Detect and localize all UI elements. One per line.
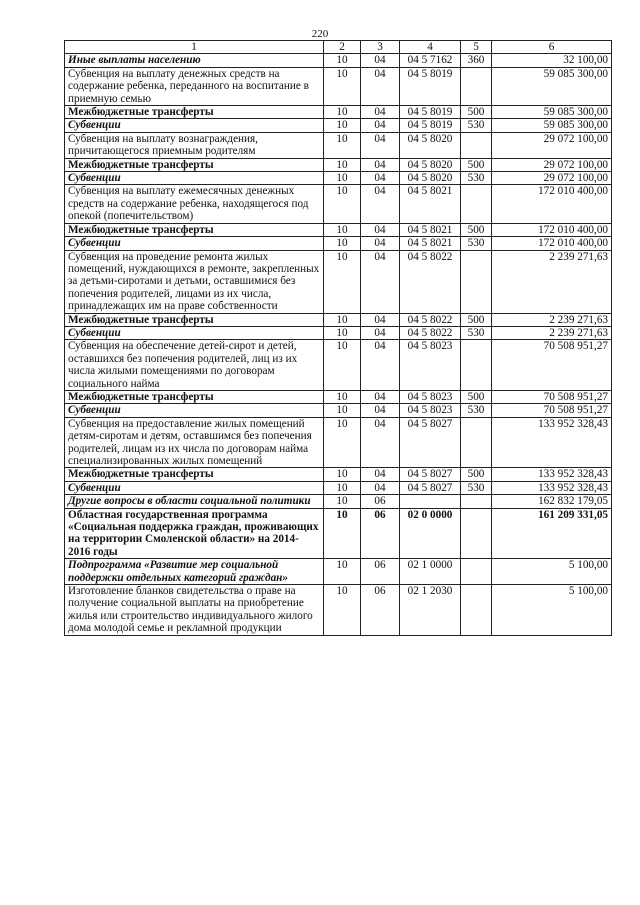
row-expense-type: 500: [461, 468, 492, 481]
row-name: Субвенции: [65, 237, 324, 250]
header-cell-3: 3: [361, 41, 400, 54]
row-section: 10: [324, 559, 361, 585]
row-target-article: 04 5 8027: [400, 417, 461, 468]
header-cell-2: 2: [324, 41, 361, 54]
header-cell-1: 1: [65, 41, 324, 54]
row-subsection: 06: [361, 585, 400, 636]
row-name: Субвенция на предоставление жилых помещений детям-сиротам и детям, оставшимся без попечения родителей, лицам из их числа по договорам найма специализированных жилых помещений: [65, 417, 324, 468]
header-row: [65, 41, 612, 54]
row-subsection: 06: [361, 508, 400, 559]
row-amount: 2 239 271,63: [492, 326, 612, 339]
table-row: [65, 106, 612, 119]
row-amount: 29 072 100,00: [492, 172, 612, 185]
row-section: 10: [324, 340, 361, 391]
row-target-article: 04 5 8023: [400, 404, 461, 417]
row-subsection: 04: [361, 106, 400, 119]
row-expense-type: 530: [461, 326, 492, 339]
row-amount: 59 085 300,00: [492, 119, 612, 132]
table-row: [65, 508, 612, 559]
row-target-article: 04 5 8023: [400, 340, 461, 391]
row-target-article: 02 1 2030: [400, 585, 461, 636]
row-subsection: 04: [361, 390, 400, 403]
table-row: [65, 340, 612, 391]
row-expense-type: [461, 185, 492, 223]
row-amount: 5 100,00: [492, 559, 612, 585]
row-subsection: 04: [361, 54, 400, 67]
table-row: [65, 172, 612, 185]
table-row: [65, 132, 612, 158]
row-target-article: 02 0 0000: [400, 508, 461, 559]
row-name: Межбюджетные трансферты: [65, 313, 324, 326]
row-name: Субвенция на проведение ремонта жилых помещений, нуждающихся в ремонте, закрепленных за детьми-сиротами и детьми, оставшимися без попечения родителей, лицами из их числа, принадлежащих им на праве собственности: [65, 250, 324, 313]
row-subsection: 06: [361, 495, 400, 508]
row-section: 10: [324, 417, 361, 468]
row-section: 10: [324, 250, 361, 313]
row-expense-type: 530: [461, 119, 492, 132]
row-name: Областная государственная программа «Социальная поддержка граждан, проживающих на территории Смоленской области» на 2014-2016 годы: [65, 508, 324, 559]
row-section: 10: [324, 468, 361, 481]
row-section: 10: [324, 158, 361, 171]
header-cell-6: 6: [492, 41, 612, 54]
row-target-article: 04 5 8019: [400, 106, 461, 119]
table-row: [65, 585, 612, 636]
row-subsection: 04: [361, 172, 400, 185]
row-section: 10: [324, 495, 361, 508]
row-subsection: 04: [361, 340, 400, 391]
row-target-article: 04 5 8022: [400, 313, 461, 326]
row-expense-type: 530: [461, 237, 492, 250]
row-amount: 2 239 271,63: [492, 250, 612, 313]
row-expense-type: [461, 585, 492, 636]
row-section: 10: [324, 481, 361, 494]
page-number: 220: [311, 28, 329, 40]
row-amount: 70 508 951,27: [492, 404, 612, 417]
row-amount: 29 072 100,00: [492, 132, 612, 158]
row-name: Субвенции: [65, 172, 324, 185]
row-name: Подпрограмма «Развитие мер социальной поддержки отдельных категорий граждан»: [65, 559, 324, 585]
row-name: Межбюджетные трансферты: [65, 468, 324, 481]
row-subsection: 04: [361, 223, 400, 236]
row-subsection: 04: [361, 185, 400, 223]
row-subsection: 04: [361, 132, 400, 158]
row-amount: 161 209 331,05: [492, 508, 612, 559]
table-row: [65, 468, 612, 481]
row-target-article: 04 5 8021: [400, 185, 461, 223]
row-expense-type: 500: [461, 158, 492, 171]
row-name: Субвенции: [65, 119, 324, 132]
table-row: [65, 390, 612, 403]
row-target-article: 04 5 8020: [400, 158, 461, 171]
row-amount: 162 832 179,05: [492, 495, 612, 508]
row-section: 10: [324, 67, 361, 105]
table-row: [65, 67, 612, 105]
row-name: Субвенция на выплату ежемесячных денежных средств на содержание ребенка, находящегося под опекой (попечительством): [65, 185, 324, 223]
row-expense-type: 530: [461, 172, 492, 185]
row-name: Субвенции: [65, 404, 324, 417]
row-amount: 133 952 328,43: [492, 481, 612, 494]
row-target-article: 04 5 8023: [400, 390, 461, 403]
table-row: [65, 559, 612, 585]
row-subsection: 04: [361, 417, 400, 468]
row-amount: 59 085 300,00: [492, 106, 612, 119]
row-section: 10: [324, 313, 361, 326]
row-target-article: 04 5 8021: [400, 237, 461, 250]
row-target-article: 04 5 8019: [400, 119, 461, 132]
row-section: 10: [324, 132, 361, 158]
row-amount: 70 508 951,27: [492, 340, 612, 391]
table-row: [65, 326, 612, 339]
row-expense-type: [461, 132, 492, 158]
row-target-article: 04 5 8022: [400, 250, 461, 313]
row-subsection: 04: [361, 250, 400, 313]
table-row: [65, 237, 612, 250]
row-expense-type: [461, 559, 492, 585]
row-name: Изготовление бланков свидетельства о праве на получение социальной выплаты на приобретение жилья или строительство индивидуального жилого дома молодой семье и рекламной продукции: [65, 585, 324, 636]
row-name: Межбюджетные трансферты: [65, 390, 324, 403]
budget-table: [64, 40, 612, 636]
row-amount: 29 072 100,00: [492, 158, 612, 171]
row-name: Межбюджетные трансферты: [65, 223, 324, 236]
row-amount: 59 085 300,00: [492, 67, 612, 105]
row-subsection: 06: [361, 559, 400, 585]
row-subsection: 04: [361, 313, 400, 326]
row-section: 10: [324, 185, 361, 223]
row-name: Субвенции: [65, 481, 324, 494]
header-cell-5: 5: [461, 41, 492, 54]
row-name: Субвенция на выплату денежных средств на содержание ребенка, переданного на воспитание в приемную семью: [65, 67, 324, 105]
table-row: [65, 313, 612, 326]
table-row: [65, 404, 612, 417]
row-section: 10: [324, 172, 361, 185]
row-target-article: [400, 495, 461, 508]
row-section: 10: [324, 585, 361, 636]
row-expense-type: [461, 495, 492, 508]
row-name: Субвенция на обеспечение детей-сирот и детей, оставшихся без попечения родителей, лиц из их числа жилыми помещениями по договорам социального найма: [65, 340, 324, 391]
table-row: [65, 185, 612, 223]
table-row: [65, 158, 612, 171]
row-amount: 32 100,00: [492, 54, 612, 67]
row-subsection: 04: [361, 481, 400, 494]
row-expense-type: 500: [461, 390, 492, 403]
row-section: 10: [324, 119, 361, 132]
row-expense-type: [461, 340, 492, 391]
table-row: [65, 223, 612, 236]
row-name: Субвенции: [65, 326, 324, 339]
row-target-article: 04 5 8027: [400, 468, 461, 481]
row-expense-type: 500: [461, 313, 492, 326]
row-subsection: 04: [361, 119, 400, 132]
row-name: Иные выплаты населению: [65, 54, 324, 67]
row-section: 10: [324, 390, 361, 403]
row-amount: 172 010 400,00: [492, 185, 612, 223]
row-amount: 2 239 271,63: [492, 313, 612, 326]
row-expense-type: [461, 508, 492, 559]
row-subsection: 04: [361, 67, 400, 105]
row-name: Межбюджетные трансферты: [65, 158, 324, 171]
row-section: 10: [324, 106, 361, 119]
header-cell-4: 4: [400, 41, 461, 54]
table-row: [65, 54, 612, 67]
row-section: 10: [324, 508, 361, 559]
table-row: [65, 481, 612, 494]
row-expense-type: 360: [461, 54, 492, 67]
row-amount: 133 952 328,43: [492, 417, 612, 468]
row-amount: 172 010 400,00: [492, 223, 612, 236]
row-expense-type: 530: [461, 481, 492, 494]
table-row: [65, 250, 612, 313]
row-name: Субвенция на выплату вознаграждения, причитающегося приемным родителям: [65, 132, 324, 158]
row-section: 10: [324, 237, 361, 250]
table-row: [65, 417, 612, 468]
table-row: [65, 495, 612, 508]
row-target-article: 02 1 0000: [400, 559, 461, 585]
row-target-article: 04 5 8019: [400, 67, 461, 105]
row-expense-type: 500: [461, 223, 492, 236]
row-name: Другие вопросы в области социальной политики: [65, 495, 324, 508]
row-expense-type: [461, 417, 492, 468]
row-amount: 5 100,00: [492, 585, 612, 636]
row-expense-type: 530: [461, 404, 492, 417]
row-amount: 70 508 951,27: [492, 390, 612, 403]
row-amount: 172 010 400,00: [492, 237, 612, 250]
row-subsection: 04: [361, 404, 400, 417]
row-target-article: 04 5 8027: [400, 481, 461, 494]
row-section: 10: [324, 54, 361, 67]
row-expense-type: [461, 67, 492, 105]
row-subsection: 04: [361, 158, 400, 171]
row-section: 10: [324, 326, 361, 339]
row-target-article: 04 5 8022: [400, 326, 461, 339]
row-name: Межбюджетные трансферты: [65, 106, 324, 119]
table-row: [65, 119, 612, 132]
row-section: 10: [324, 223, 361, 236]
row-subsection: 04: [361, 468, 400, 481]
row-target-article: 04 5 8021: [400, 223, 461, 236]
row-expense-type: [461, 250, 492, 313]
row-subsection: 04: [361, 326, 400, 339]
row-section: 10: [324, 404, 361, 417]
row-subsection: 04: [361, 237, 400, 250]
row-target-article: 04 5 8020: [400, 172, 461, 185]
row-expense-type: 500: [461, 106, 492, 119]
row-target-article: 04 5 8020: [400, 132, 461, 158]
row-amount: 133 952 328,43: [492, 468, 612, 481]
row-target-article: 04 5 7162: [400, 54, 461, 67]
